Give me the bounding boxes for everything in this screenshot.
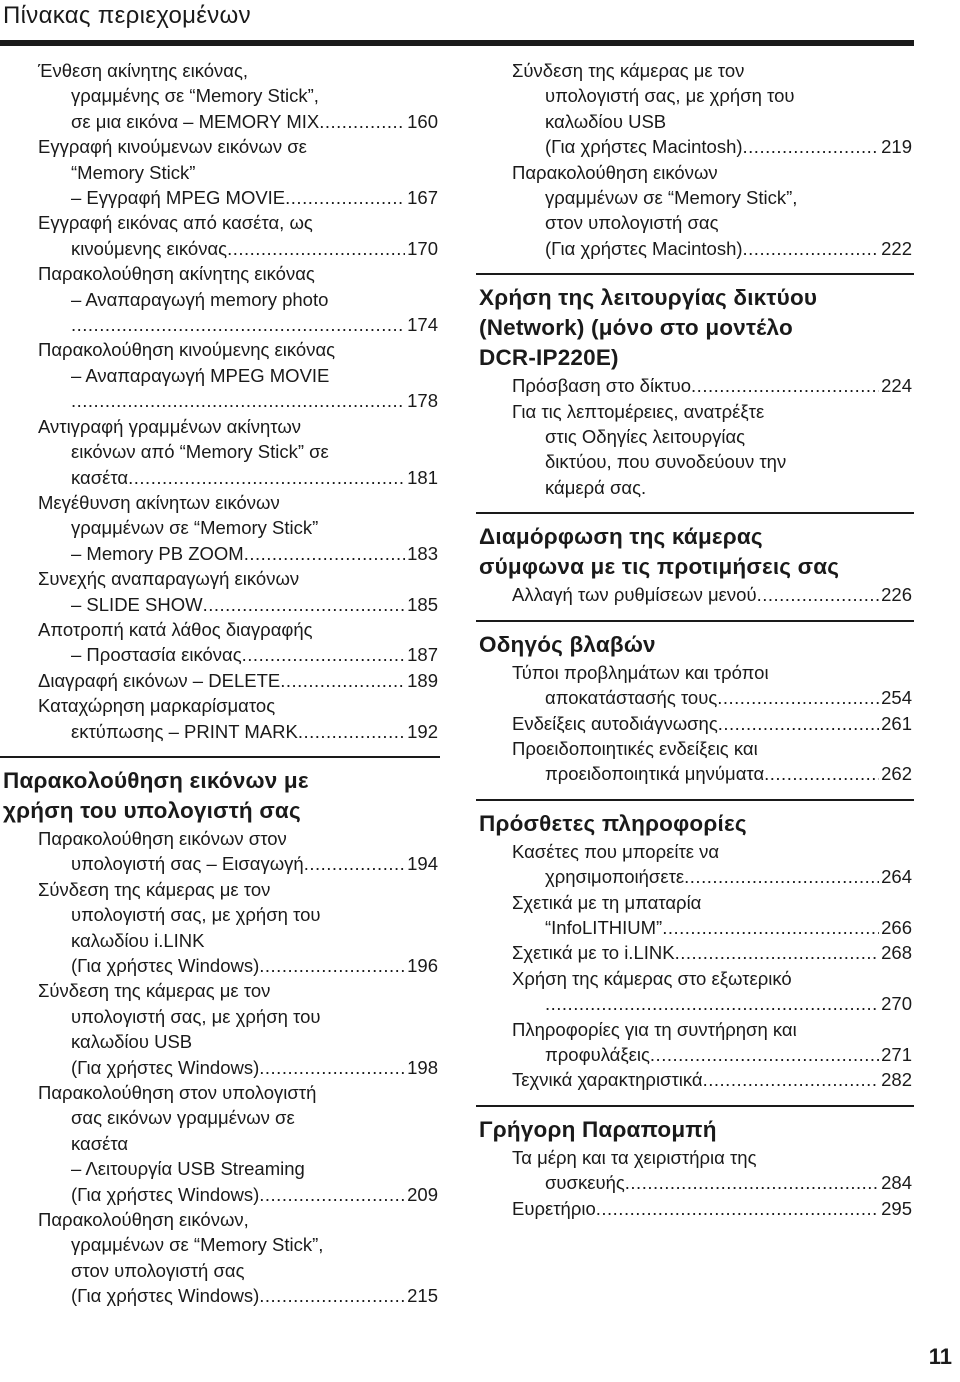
toc-entry[interactable] — [0, 490, 440, 566]
dot-leader — [242, 642, 405, 667]
toc-entry-text: δικτύου, που συνοδεύουν την — [545, 451, 787, 473]
toc-entry-text: Ένθεση ακίνητης εικόνας, — [38, 60, 249, 81]
toc-entry-page-number: 189 — [407, 669, 438, 691]
toc-entry[interactable] — [0, 210, 440, 261]
toc-entry-text: – Αναπαραγωγή memory photo — [71, 288, 329, 310]
toc-entry[interactable] — [0, 826, 440, 877]
toc-entry-text: Σύνδεση της κάμερας με τον — [38, 878, 271, 900]
toc-entry-text: κασέτα — [71, 466, 129, 488]
toc-entry-text: – Προστασία εικόνας — [71, 644, 242, 666]
toc-entry-last-line — [512, 685, 912, 710]
toc-entry-page-number: 215 — [407, 1285, 438, 1307]
dot-leader — [757, 582, 880, 607]
toc-entry[interactable] — [0, 261, 440, 337]
dot-leader — [743, 236, 880, 261]
toc-entry-text: Αποτροπή κατά λάθος διαγραφής — [38, 618, 313, 640]
toc-entry[interactable] — [0, 414, 440, 490]
toc-entry-page-number: 226 — [881, 584, 912, 606]
toc-entry[interactable] — [476, 582, 914, 607]
dot-leader — [743, 134, 880, 159]
dot-leader — [596, 1196, 879, 1221]
toc-right-column — [476, 58, 914, 1221]
toc-entry-last-line — [38, 388, 438, 413]
toc-entry-last-line — [512, 236, 912, 261]
toc-entry-text: “Memory Stick” — [71, 161, 196, 183]
toc-entry-text: Συνεχής αναπαραγωγή εικόνων — [38, 568, 300, 590]
toc-entry-text: υπολογιστή σας, με χρήση του — [71, 904, 321, 926]
toc-section — [476, 273, 914, 500]
toc-entry-text: σας εικόνων γραμμένων σε — [71, 1107, 295, 1129]
toc-entry-text: Τα μέρη και τα χειριστήρια της — [512, 1146, 757, 1168]
toc-entry[interactable] — [476, 890, 914, 941]
toc-entry-text: αποκατάστασής τους — [545, 687, 718, 709]
toc-entry-text: Καταχώρηση μαρκαρίσματος — [38, 695, 276, 717]
toc-entry-text: Κασέτες που μπορείτε να — [512, 840, 720, 862]
toc-entry-text: Πρόσβαση στο δίκτυο — [512, 375, 692, 397]
toc-entry[interactable] — [476, 1017, 914, 1068]
dot-leader — [703, 1067, 880, 1092]
toc-entry-last-line — [38, 1182, 438, 1207]
section-heading-line: (Network) (μόνο στο μοντέλο — [479, 315, 793, 341]
toc-entry-text: Σχετικά με το i.LINK — [512, 942, 675, 964]
toc-entry-last-line — [512, 373, 912, 398]
toc-entry-text: γραμμένης σε “Memory Stick”, — [71, 85, 319, 107]
dot-leader — [259, 1283, 405, 1308]
section-heading-line: Οδηγός βλαβών — [479, 631, 656, 657]
toc-entry-page-number: 174 — [407, 314, 438, 336]
toc-entry-last-line — [512, 915, 912, 940]
toc-entry-last-line — [512, 940, 912, 965]
toc-entry[interactable] — [476, 373, 914, 398]
toc-entry-page-number: 183 — [407, 542, 438, 564]
toc-entry[interactable] — [476, 58, 914, 160]
toc-entry-text: υπολογιστή σας – Εισαγωγή — [71, 853, 304, 875]
toc-entry-page-number: 196 — [407, 955, 438, 976]
toc-entry-text: Μεγέθυνση ακίνητων εικόνων — [38, 491, 280, 513]
section-heading — [476, 630, 914, 660]
toc-entry-page-number: 198 — [407, 1056, 438, 1078]
toc-entry-text: στον υπολογιστή σας — [545, 212, 719, 234]
title-rule — [0, 40, 914, 46]
dot-leader — [625, 1170, 879, 1195]
section-rule — [0, 756, 440, 758]
dot-leader — [298, 719, 405, 744]
dot-leader — [319, 109, 405, 134]
section-heading-line: Διαμόρφωση της κάμερας — [479, 524, 763, 550]
toc-entry-text: (Για χρήστες Windows) — [71, 1056, 260, 1078]
toc-entry-page-number: 271 — [881, 1043, 912, 1065]
dot-leader — [128, 465, 405, 490]
section-rule — [476, 273, 914, 275]
toc-left-column — [0, 58, 440, 1309]
toc-entry-text: Σύνδεση της κάμερας με τον — [512, 60, 745, 81]
toc-entry-text: – Αναπαραγωγή MPEG MOVIE — [71, 364, 330, 386]
toc-entry[interactable] — [476, 399, 914, 501]
toc-entry-page-number: 268 — [881, 942, 912, 964]
toc-entry-text: – Εγγραφή MPEG MOVIE — [71, 187, 286, 209]
toc-entry-text: καλωδίου USB — [545, 110, 667, 132]
toc-section — [476, 1105, 914, 1221]
toc-entry-page-number: 219 — [881, 136, 912, 158]
toc-entry-page-number: 194 — [407, 853, 438, 875]
section-heading — [0, 766, 440, 826]
toc-entry-last-line — [38, 1055, 438, 1080]
toc-entry-page-number: 295 — [881, 1197, 912, 1219]
toc-entry-last-line — [38, 642, 438, 667]
section-heading — [476, 522, 914, 582]
toc-entry-last-line — [512, 1067, 912, 1092]
toc-entry-page-number: 209 — [407, 1183, 438, 1205]
toc-entry-text: προφυλάξεις — [545, 1043, 650, 1065]
toc-entry-text: υπολογιστή σας, με χρήση του — [545, 85, 795, 107]
dot-leader — [280, 668, 405, 693]
dot-leader — [285, 185, 405, 210]
toc-entry-text: “InfoLITHIUM” — [545, 916, 663, 938]
section-rule — [476, 1105, 914, 1107]
toc-entry-last-line — [512, 1042, 912, 1067]
toc-entry-text: κασέτα — [71, 1132, 129, 1154]
toc-entry-text: Εγγραφή κινούμενων εικόνων σε — [38, 136, 307, 158]
toc-entry[interactable] — [0, 337, 440, 413]
toc-section — [476, 799, 914, 1093]
toc-entry-text: χρησιμοποιήσετε — [545, 866, 685, 888]
section-heading-line: χρήση του υπολογιστή σας — [3, 797, 301, 823]
toc-entry-text: γραμμένων σε “Memory Stick”, — [71, 1234, 324, 1256]
dot-leader — [545, 991, 879, 1016]
toc-entry-text: Για τις λεπτομέρειες, ανατρέξτε — [512, 400, 765, 422]
dot-leader — [675, 940, 880, 965]
toc-entry-text: κινούμενης εικόνας — [71, 237, 228, 259]
toc-entry-text: εικόνων από “Memory Stick” σε — [71, 441, 329, 463]
toc-entry-text: σε μια εικόνα – MEMORY MIX — [71, 110, 320, 132]
page-title: Πίνακας περιεχομένων — [3, 2, 251, 29]
toc-entry-text: εκτύπωσης – PRINT MARK — [71, 720, 298, 742]
toc-entry-text: Ευρετήριο — [512, 1197, 596, 1219]
toc-entry-text: – Λειτουργία USB Streaming — [71, 1158, 305, 1180]
toc-entry-page-number: 282 — [881, 1069, 912, 1091]
toc-entry-last-line — [512, 761, 912, 786]
dot-leader — [71, 388, 405, 413]
toc-entry-page-number: 181 — [407, 466, 438, 488]
toc-entry-text: (Για χρήστες Windows) — [71, 1285, 260, 1307]
toc-entry-text: Τεχνικά χαρακτηριστικά — [512, 1069, 703, 1091]
section-heading-line: σύμφωνα με τις προτιμήσεις σας — [479, 554, 840, 580]
toc-entry-page-number: 264 — [881, 866, 912, 888]
toc-entry-page-number: 222 — [881, 237, 912, 259]
toc-section — [476, 58, 914, 261]
toc-entry-text: Παρακολούθηση κινούμενης εικόνας — [38, 339, 336, 361]
toc-entry-last-line — [512, 1196, 912, 1221]
dot-leader — [259, 1055, 405, 1080]
dot-leader — [259, 1182, 405, 1207]
toc-entry[interactable] — [0, 58, 440, 134]
dot-leader — [650, 1042, 879, 1067]
toc-entry-text: κάμερά σας. — [545, 476, 647, 498]
toc-entry-last-line — [38, 465, 438, 490]
dot-leader — [304, 851, 405, 876]
toc-entry-last-line — [512, 1170, 912, 1195]
toc-entry-text: Παρακολούθηση ακίνητης εικόνας — [38, 263, 315, 285]
toc-entry[interactable] — [476, 1145, 914, 1196]
toc-entry-text: Παρακολούθηση εικόνων — [512, 161, 718, 183]
toc-entry-page-number: 266 — [881, 916, 912, 938]
section-heading-line: Χρήση της λειτουργίας δικτύου — [479, 285, 818, 311]
toc-entry-last-line — [512, 991, 912, 1016]
section-heading-line: Γρήγορη Παραπομπή — [479, 1116, 717, 1142]
toc-entry-last-line — [38, 719, 438, 744]
toc-entry-last-line — [38, 1283, 438, 1308]
toc-entry-last-line — [38, 236, 438, 261]
toc-entry-page-number: 192 — [407, 720, 438, 742]
toc-entry-text: Εγγραφή εικόνας από κασέτα, ως — [38, 212, 313, 234]
toc-entry-text: Σχετικά με τη μπαταρία — [512, 891, 702, 913]
toc-entry-page-number: 254 — [881, 687, 912, 709]
toc-entry-last-line — [38, 109, 438, 134]
toc-entry-text: Παρακολούθηση εικόνων, — [38, 1209, 249, 1231]
toc-entry-page-number: 270 — [881, 993, 912, 1015]
section-heading-line: Πρόσθετες πληροφορίες — [479, 810, 747, 836]
dot-leader — [764, 761, 879, 786]
toc-entry-last-line — [38, 312, 438, 337]
toc-entry-text: προειδοποιητικά μηνύματα — [545, 763, 765, 785]
page-number: 11 — [928, 1344, 952, 1369]
toc-entry[interactable] — [476, 966, 914, 1017]
toc-entry-last-line — [512, 864, 912, 889]
dot-leader — [717, 685, 879, 710]
dot-leader — [71, 312, 405, 337]
toc-entry-text: στις Οδηγίες λειτουργίας — [545, 426, 746, 448]
toc-entry-page-number: 178 — [407, 390, 438, 412]
toc-entry-text: (Για χρήστες Windows) — [71, 1183, 260, 1205]
dot-leader — [718, 711, 879, 736]
dot-leader — [227, 236, 405, 261]
toc-entry-text: (Για χρήστες Windows) — [71, 955, 260, 976]
toc-entry-page-number: 167 — [407, 187, 438, 209]
toc-entry-last-line — [38, 953, 438, 978]
toc-entry-text: γραμμένων σε “Memory Stick” — [71, 517, 319, 539]
toc-entry[interactable] — [476, 160, 914, 262]
dot-leader — [259, 953, 405, 978]
toc-entry[interactable] — [0, 668, 440, 693]
toc-entry-text: Πληροφορίες για τη συντήρηση και — [512, 1018, 797, 1040]
toc-entry-text: συσκευής — [545, 1172, 625, 1194]
section-rule — [476, 620, 914, 622]
dot-leader — [691, 373, 879, 398]
toc-entry-text: (Για χρήστες Macintosh) — [545, 237, 743, 259]
toc-entry-text: Διαγραφή εικόνων – DELETE — [38, 669, 281, 691]
toc-entry-last-line — [38, 541, 438, 566]
toc-entry-last-line — [512, 582, 912, 607]
toc-entry-text: Τύποι προβλημάτων και τρόποι — [512, 661, 769, 683]
section-heading — [476, 1115, 914, 1145]
toc-entry[interactable] — [0, 693, 440, 744]
toc-entry-page-number: 185 — [407, 593, 438, 615]
toc-entry-text: Παρακολούθηση στον υπολογιστή — [38, 1082, 317, 1104]
toc-entry-page-number: 170 — [407, 237, 438, 259]
toc-entry-text: Παρακολούθηση εικόνων στον — [38, 827, 287, 849]
toc-entry-page-number: 262 — [881, 763, 912, 785]
toc-entry[interactable] — [0, 134, 440, 210]
toc-entry-text: – Memory PB ZOOM — [71, 542, 244, 564]
toc-entry-last-line — [38, 592, 438, 617]
toc-entry-last-line — [38, 851, 438, 876]
toc-entry[interactable] — [0, 1207, 440, 1309]
dot-leader — [684, 864, 879, 889]
toc-entry-text: Προειδοποιητικές ενδείξεις και — [512, 737, 758, 759]
dot-leader — [662, 915, 879, 940]
toc-entry-page-number: 224 — [881, 375, 912, 397]
toc-entry[interactable] — [0, 1080, 440, 1207]
toc-entry[interactable] — [0, 877, 440, 979]
toc-entry-text: Ενδείξεις αυτοδιάγνωσης — [512, 712, 718, 734]
toc-entry-last-line — [512, 134, 912, 159]
dot-leader — [244, 541, 405, 566]
toc-section — [476, 512, 914, 607]
section-heading — [476, 283, 914, 373]
toc-entry[interactable] — [476, 940, 914, 965]
toc-entry-text: Χρήση της κάμερας στο εξωτερικό — [512, 967, 792, 989]
toc-entry-text: υπολογιστή σας, με χρήση του — [71, 1005, 321, 1027]
section-rule — [476, 512, 914, 514]
toc-section — [0, 58, 440, 744]
toc-entry[interactable] — [476, 736, 914, 787]
toc-entry[interactable] — [0, 566, 440, 617]
toc-entry[interactable] — [476, 839, 914, 890]
toc-entry-text: Αλλαγή των ρυθμίσεων μενού — [512, 584, 757, 606]
toc-entry[interactable] — [0, 978, 440, 1080]
toc-entry[interactable] — [476, 711, 914, 736]
toc-entry-page-number: 284 — [881, 1172, 912, 1194]
toc-section — [476, 620, 914, 787]
toc-entry-text: στον υπολογιστή σας — [71, 1259, 245, 1281]
toc-entry-text: καλωδίου i.LINK — [71, 929, 205, 951]
section-heading — [476, 809, 914, 839]
toc-entry-text: (Για χρήστες Macintosh) — [545, 136, 743, 158]
toc-entry-text: – SLIDE SHOW — [71, 593, 203, 615]
toc-entry-text: καλωδίου USB — [71, 1031, 193, 1053]
toc-entry[interactable] — [0, 617, 440, 668]
toc-entry[interactable] — [476, 1196, 914, 1221]
section-heading-line: DCR-IP220E) — [479, 345, 619, 371]
toc-entry[interactable] — [476, 660, 914, 711]
toc-entry-last-line — [512, 711, 912, 736]
toc-entry-last-line — [38, 668, 438, 693]
toc-entry-text: Σύνδεση της κάμερας με τον — [38, 980, 271, 1002]
toc-entry-page-number: 160 — [407, 110, 438, 132]
toc-entry-page-number: 261 — [881, 712, 912, 734]
section-heading-line: Παρακολούθηση εικόνων με — [3, 767, 309, 793]
toc-entry-text: γραμμένων σε “Memory Stick”, — [545, 187, 798, 209]
dot-leader — [203, 592, 406, 617]
toc-entry-last-line — [38, 185, 438, 210]
section-rule — [476, 799, 914, 801]
toc-entry-text: Αντιγραφή γραμμένων ακίνητων — [38, 415, 302, 437]
toc-section — [0, 756, 440, 1309]
toc-entry[interactable] — [476, 1067, 914, 1092]
toc-entry-page-number: 187 — [407, 644, 438, 666]
